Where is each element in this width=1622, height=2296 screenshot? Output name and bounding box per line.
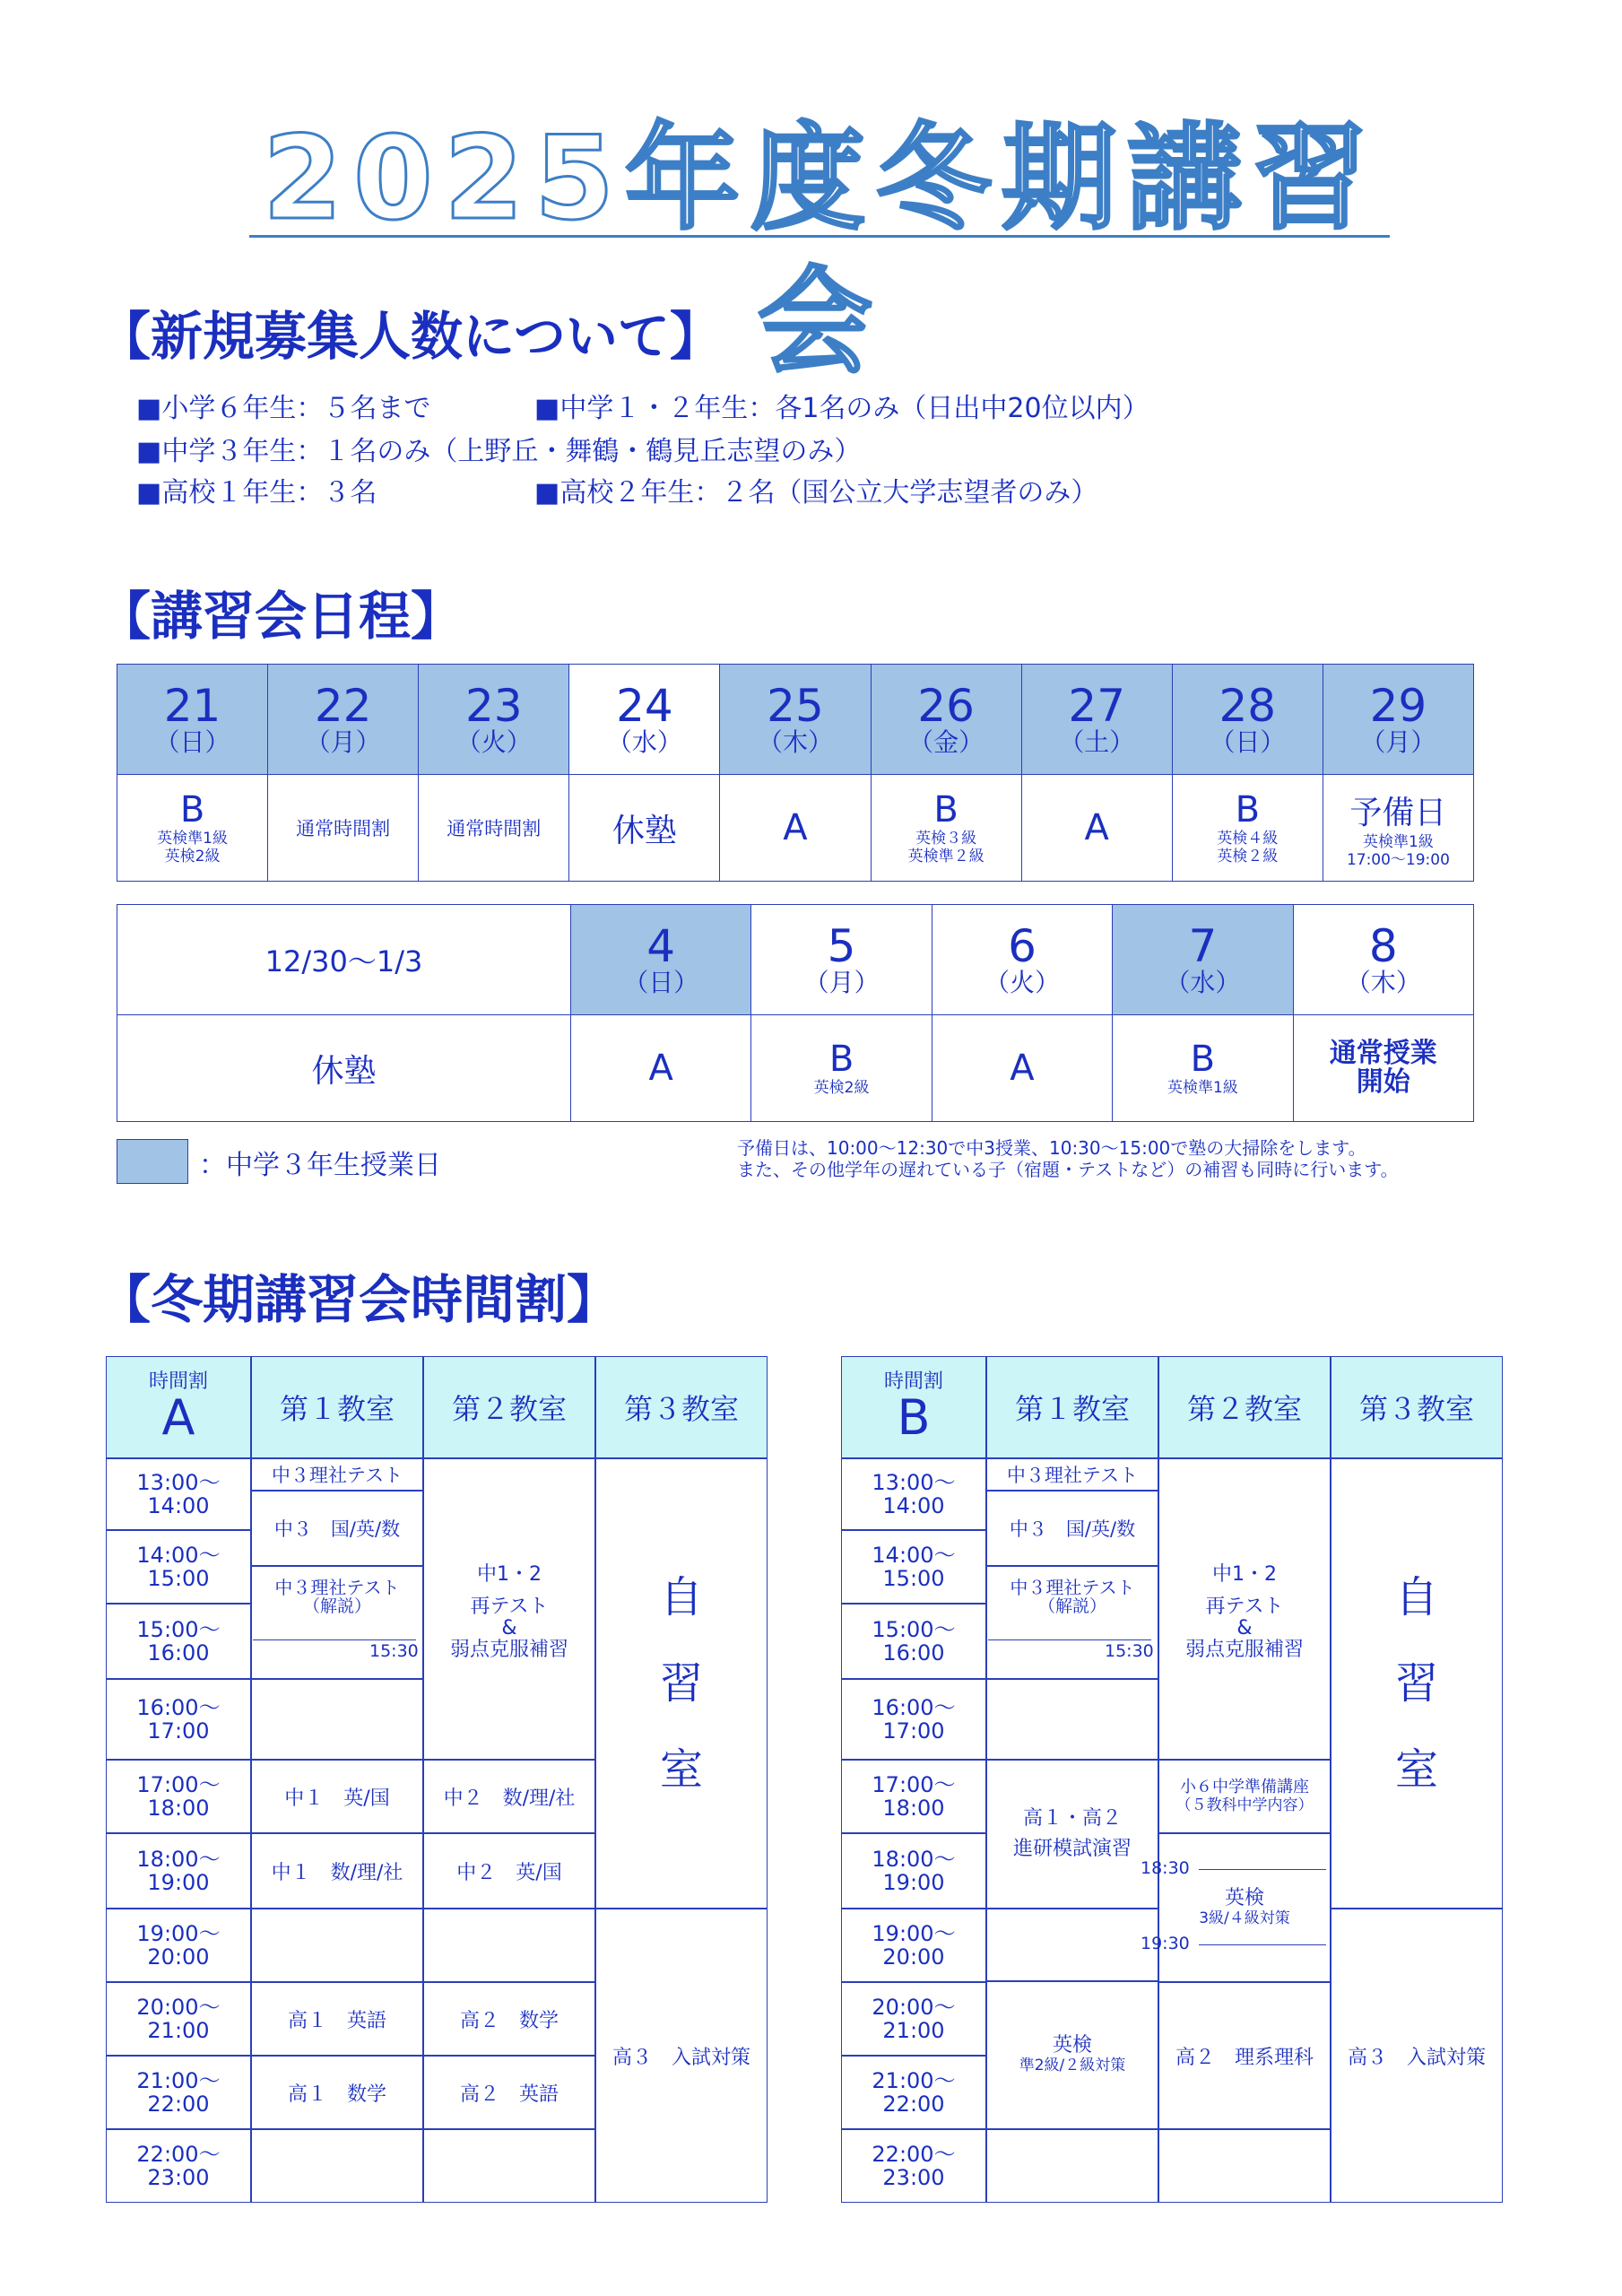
schedule-table-december xyxy=(117,664,1474,882)
cell-text: 高１・高２ xyxy=(1022,1807,1122,1830)
cell-text: 中３理社テスト xyxy=(274,1577,400,1598)
class-cell xyxy=(1158,1760,1331,1833)
room-label: 第３教室 xyxy=(1358,1392,1474,1426)
schedule-plan xyxy=(751,1015,932,1122)
time-slot xyxy=(106,2129,251,2203)
cell-text: 高２ 理系理科 xyxy=(1175,2046,1314,2069)
class-cell xyxy=(1331,1909,1503,2203)
schedule-day xyxy=(419,665,569,775)
schedule-plan xyxy=(871,775,1021,882)
cell-text: & xyxy=(1236,1617,1253,1639)
time-slot xyxy=(106,1530,251,1604)
class-cell xyxy=(986,1566,1158,1679)
day-number: 6 xyxy=(1008,920,1037,972)
room-label: 第３教室 xyxy=(623,1392,739,1426)
class-cell xyxy=(423,2129,595,2203)
note-line-1: 予備日は、10:00〜12:30で中3授業、10:30〜15:00で塾の大掃除をします。 xyxy=(737,1137,1366,1159)
schedule-day xyxy=(1113,905,1293,1015)
class-cell xyxy=(423,1909,595,1982)
cell-text: （解説） xyxy=(302,1596,371,1616)
day-weekday: （土） xyxy=(1059,727,1135,757)
day-weekday: （月） xyxy=(305,727,381,757)
schedule-day xyxy=(751,905,932,1015)
day-weekday: （水） xyxy=(1165,968,1241,997)
cell-text: 高２ 英語 xyxy=(459,2083,559,2106)
class-cell xyxy=(423,2056,595,2129)
plan-main: B xyxy=(828,1039,854,1080)
holiday-range: 12/30〜1/3 xyxy=(117,905,571,1015)
cell-text: 再テスト xyxy=(470,1596,549,1618)
plan-main: B xyxy=(1235,789,1261,831)
time-slot xyxy=(841,1760,986,1833)
cell-text: 弱点克服補習 xyxy=(1184,1639,1304,1661)
timetable-heading: 【冬期講習会時間割】 xyxy=(99,1269,620,1330)
plan-main: B xyxy=(179,789,205,831)
time-slot xyxy=(106,1604,251,1679)
class-cell xyxy=(1158,1982,1331,2129)
cell-text: 中２ 数/理/社 xyxy=(443,1787,576,1810)
schedule-day xyxy=(117,665,268,775)
plan-sub: 17:00〜19:00 xyxy=(1346,850,1450,869)
room-header xyxy=(986,1356,1158,1458)
plan-main: A xyxy=(1084,807,1109,848)
schedule-plan xyxy=(1113,1015,1293,1122)
recruit-item: ■中学１・２年生：各1名のみ（日出中20位以内） xyxy=(534,393,1149,424)
time-label: 17:00〜 18:00 xyxy=(136,1772,221,1821)
time-slot xyxy=(841,1982,986,2056)
plan-main: 通常時間割 xyxy=(296,818,391,839)
day-number: 29 xyxy=(1369,680,1427,732)
time-marker: 18:30 xyxy=(1141,1858,1190,1878)
class-cell xyxy=(1158,1458,1331,1760)
cell-text: 英検 xyxy=(1052,2034,1092,2057)
plan-sub: 英検４級 xyxy=(1217,830,1279,848)
schedule-heading: 【講習会日程】 xyxy=(99,586,464,647)
time-label: 20:00〜 21:00 xyxy=(872,1995,956,2043)
time-slot xyxy=(841,1833,986,1909)
time-label: 22:00〜 23:00 xyxy=(872,2142,956,2190)
cell-text: 小６中学準備講座 xyxy=(1180,1778,1309,1796)
holiday-label: 休塾 xyxy=(117,1015,571,1122)
day-weekday: （木） xyxy=(757,727,833,757)
plan-sub: 英検準1級 xyxy=(157,830,228,848)
class-cell xyxy=(986,2129,1158,2203)
time-slot xyxy=(106,2056,251,2129)
cell-text: 3級/４級対策 xyxy=(1199,1909,1290,1927)
day-number: 26 xyxy=(917,680,975,732)
class-cell xyxy=(251,1982,423,2056)
time-label: 18:00〜 19:00 xyxy=(136,1847,221,1895)
time-label: 17:00〜 18:00 xyxy=(872,1772,956,1821)
time-marker: 15:30 xyxy=(369,1641,419,1661)
cell-text: 習 xyxy=(1394,1658,1438,1709)
divider-line xyxy=(1199,1869,1326,1870)
plan-main: B xyxy=(1190,1039,1216,1080)
day-weekday: （月） xyxy=(1360,727,1436,757)
day-number: 24 xyxy=(616,680,673,732)
class-cell xyxy=(251,1566,423,1679)
cell-text: 自 xyxy=(1394,1572,1438,1622)
timetable-letter: B xyxy=(897,1389,931,1446)
divider-line xyxy=(988,1639,1151,1640)
cell-text: 中1・2 xyxy=(1212,1563,1277,1586)
day-weekday: （木） xyxy=(1345,968,1421,997)
plan-sub: 英検準1級 xyxy=(1167,1079,1238,1097)
timetable-letter: A xyxy=(161,1389,195,1446)
room-label: 第２教室 xyxy=(451,1392,567,1426)
class-cell xyxy=(986,1491,1158,1566)
schedule-plan xyxy=(419,775,569,882)
schedule-day xyxy=(1293,905,1473,1015)
plan-main: 予備日 xyxy=(1349,794,1447,831)
time-slot xyxy=(841,1909,986,1982)
cell-text: 中３ 国/英/数 xyxy=(273,1518,401,1540)
class-cell xyxy=(251,1458,423,1491)
schedule-day xyxy=(571,905,751,1015)
class-cell xyxy=(251,1760,423,1833)
cell-text: （解説） xyxy=(1037,1596,1106,1616)
time-slot xyxy=(841,1604,986,1679)
plan-sub: 英検2級 xyxy=(813,1079,870,1097)
schedule-plan xyxy=(1293,1015,1473,1122)
day-weekday: （日） xyxy=(154,727,230,757)
plan-sub: 英検準1級 xyxy=(1363,832,1434,851)
time-label: 22:00〜 23:00 xyxy=(136,2142,221,2190)
schedule-day xyxy=(932,905,1112,1015)
day-weekday: （火） xyxy=(455,727,532,757)
cell-text: 習 xyxy=(659,1658,703,1709)
cell-text: 中２ 英/国 xyxy=(456,1861,562,1884)
day-number: 8 xyxy=(1368,920,1398,972)
divider-line xyxy=(1199,1944,1326,1945)
time-label: 21:00〜 22:00 xyxy=(136,2068,221,2117)
timetable-label: 時間割 xyxy=(883,1370,943,1393)
cell-text: 高３ 入試対策 xyxy=(1347,2046,1486,2069)
room-header xyxy=(595,1356,768,1458)
timetable-a xyxy=(106,1356,768,2203)
class-cell xyxy=(986,1679,1158,1760)
room-header xyxy=(423,1356,595,1458)
timetable-b xyxy=(841,1356,1503,2203)
class-cell xyxy=(251,1491,423,1566)
schedule-plan xyxy=(268,775,419,882)
schedule-table-january xyxy=(117,904,1474,1122)
time-label: 19:00〜 20:00 xyxy=(136,1921,221,1970)
class-cell xyxy=(423,1982,595,2056)
time-label: 15:00〜 16:00 xyxy=(872,1617,956,1665)
time-slot xyxy=(841,1679,986,1760)
class-cell xyxy=(986,1909,1158,1982)
cell-text: 室 xyxy=(659,1744,703,1795)
class-cell xyxy=(1158,1833,1331,1982)
time-slot xyxy=(106,1760,251,1833)
plan-main: 休塾 xyxy=(612,812,677,849)
time-slot xyxy=(106,1458,251,1530)
day-number: 28 xyxy=(1219,680,1277,732)
timetable-label: 時間割 xyxy=(148,1370,208,1393)
time-slot xyxy=(106,1679,251,1760)
time-label: 14:00〜 15:00 xyxy=(136,1543,221,1591)
recruit-item: ■高校１年生：３名 xyxy=(136,477,377,509)
self-study-cell xyxy=(595,1458,768,1909)
class-cell xyxy=(595,1909,768,2203)
plan-main: B xyxy=(933,789,958,831)
note-line-2: また、その他学年の遅れている子（宿題・テストなど）の補習も同時に行います。 xyxy=(737,1159,1399,1180)
time-slot xyxy=(106,1833,251,1909)
cell-text: 中３理社テスト xyxy=(1006,1465,1139,1486)
plan-sub: 英検３級 xyxy=(915,830,977,848)
time-slot xyxy=(841,1458,986,1530)
cell-text: & xyxy=(501,1617,517,1639)
cell-text: 中３理社テスト xyxy=(271,1465,403,1486)
cell-text: （５教科中学内容） xyxy=(1175,1796,1314,1814)
schedule-day xyxy=(1172,665,1323,775)
recruit-item: ■中学３年生：１名のみ（上野丘・舞鶴・鶴見丘志望のみ） xyxy=(136,436,862,467)
day-weekday: （日） xyxy=(623,968,699,997)
day-weekday: （日） xyxy=(1210,727,1286,757)
legend-label: ：中学３年生授業日 xyxy=(199,1150,441,1181)
time-slot xyxy=(841,1530,986,1604)
cell-text: 英検 xyxy=(1224,1887,1264,1909)
room-label: 第１教室 xyxy=(1014,1392,1130,1426)
timetable-corner xyxy=(106,1356,251,1458)
room-header xyxy=(251,1356,423,1458)
time-label: 21:00〜 22:00 xyxy=(872,2068,956,2117)
class-cell xyxy=(251,1679,423,1760)
cell-text: 弱点克服補習 xyxy=(449,1639,568,1661)
time-marker: 19:30 xyxy=(1141,1934,1190,1953)
day-number: 5 xyxy=(827,920,856,972)
class-cell xyxy=(423,1833,595,1909)
time-slot xyxy=(841,2129,986,2203)
class-cell xyxy=(251,2056,423,2129)
schedule-day xyxy=(720,665,871,775)
day-weekday: （火） xyxy=(984,968,1060,997)
schedule-day xyxy=(1021,665,1172,775)
class-cell xyxy=(986,1980,1158,2129)
schedule-plan xyxy=(1021,775,1172,882)
schedule-plan xyxy=(720,775,871,882)
schedule-day xyxy=(268,665,419,775)
class-cell xyxy=(1158,2129,1331,2203)
room-label: 第１教室 xyxy=(279,1392,395,1426)
cell-text: 中１ 英/国 xyxy=(284,1787,390,1810)
plan-sub: 英検2級 xyxy=(164,848,221,865)
schedule-plan xyxy=(569,775,720,882)
cell-text: 高１ 英語 xyxy=(287,2009,386,2032)
plan-main: A xyxy=(783,807,808,848)
time-label: 16:00〜 17:00 xyxy=(136,1695,221,1744)
day-number: 25 xyxy=(767,680,824,732)
plan-sub: 英検２級 xyxy=(1217,848,1279,865)
cell-text: 室 xyxy=(1394,1744,1438,1795)
day-number: 22 xyxy=(314,680,372,732)
recruit-heading: 【新規募集人数について】 xyxy=(99,306,722,367)
day-number: 4 xyxy=(646,920,676,972)
day-number: 27 xyxy=(1068,680,1126,732)
plan-main: 通常授業 開始 xyxy=(1329,1038,1437,1098)
class-cell xyxy=(423,1760,595,1833)
day-number: 23 xyxy=(464,680,523,732)
schedule-plan xyxy=(1323,775,1473,882)
cell-text: 高１ 数学 xyxy=(287,2083,386,2106)
room-header xyxy=(1158,1356,1331,1458)
time-label: 18:00〜 19:00 xyxy=(872,1847,956,1895)
recruit-item: ■小学６年生：５名まで xyxy=(136,393,431,424)
cell-text: 準2級/２級対策 xyxy=(1019,2057,1126,2074)
time-marker: 15:30 xyxy=(1105,1641,1154,1661)
day-number: 21 xyxy=(163,680,221,732)
cell-text: 再テスト xyxy=(1205,1596,1284,1618)
schedule-plan xyxy=(1172,775,1323,882)
day-weekday: （月） xyxy=(803,968,880,997)
plan-main: A xyxy=(648,1048,673,1089)
plan-main: A xyxy=(1010,1048,1035,1089)
day-number: 7 xyxy=(1188,920,1218,972)
class-cell xyxy=(251,1833,423,1909)
cell-text: 高３ 入試対策 xyxy=(612,2046,750,2069)
cell-text: 高２ 数学 xyxy=(459,2009,559,2032)
time-label: 16:00〜 17:00 xyxy=(872,1695,956,1744)
time-label: 14:00〜 15:00 xyxy=(872,1543,956,1591)
day-weekday: （金） xyxy=(908,727,984,757)
time-label: 20:00〜 21:00 xyxy=(136,1995,221,2043)
room-header xyxy=(1331,1356,1503,1458)
schedule-day xyxy=(569,665,720,775)
room-label: 第２教室 xyxy=(1186,1392,1302,1426)
time-label: 13:00〜 14:00 xyxy=(872,1470,956,1518)
time-label: 13:00〜 14:00 xyxy=(136,1470,221,1518)
self-study-cell xyxy=(1331,1458,1503,1909)
class-cell xyxy=(986,1458,1158,1491)
schedule-plan xyxy=(571,1015,751,1122)
time-slot xyxy=(106,1909,251,1982)
time-slot xyxy=(106,1982,251,2056)
class-cell xyxy=(251,1909,423,1982)
schedule-plan xyxy=(117,775,268,882)
time-label: 19:00〜 20:00 xyxy=(872,1921,956,1970)
cell-text: 自 xyxy=(659,1572,703,1622)
plan-sub: 英検準２級 xyxy=(907,848,984,865)
cell-text: 中３理社テスト xyxy=(1010,1577,1135,1598)
timetable-corner xyxy=(841,1356,986,1458)
recruit-item: ■高校２年生：２名（国公立大学志望者のみ） xyxy=(534,477,1098,509)
cell-text: 中３ 国/英/数 xyxy=(1009,1518,1136,1540)
schedule-day xyxy=(871,665,1021,775)
cell-text: 進研模試演習 xyxy=(1012,1838,1132,1860)
page-title: 2025年度冬期講習会 xyxy=(262,112,1379,389)
class-cell xyxy=(423,1458,595,1760)
divider-line xyxy=(253,1639,416,1640)
plan-main: 通常時間割 xyxy=(447,818,542,839)
schedule-plan xyxy=(932,1015,1112,1122)
cell-text: 中1・2 xyxy=(477,1563,542,1586)
legend-swatch xyxy=(117,1139,188,1184)
time-slot xyxy=(841,2056,986,2129)
cell-text: 中１ 数/理/社 xyxy=(271,1861,403,1884)
schedule-day xyxy=(1323,665,1473,775)
title-underline xyxy=(249,235,1390,238)
class-cell xyxy=(251,2129,423,2203)
class-cell xyxy=(986,1760,1158,1909)
time-label: 15:00〜 16:00 xyxy=(136,1617,221,1665)
day-weekday: （水） xyxy=(606,727,682,757)
